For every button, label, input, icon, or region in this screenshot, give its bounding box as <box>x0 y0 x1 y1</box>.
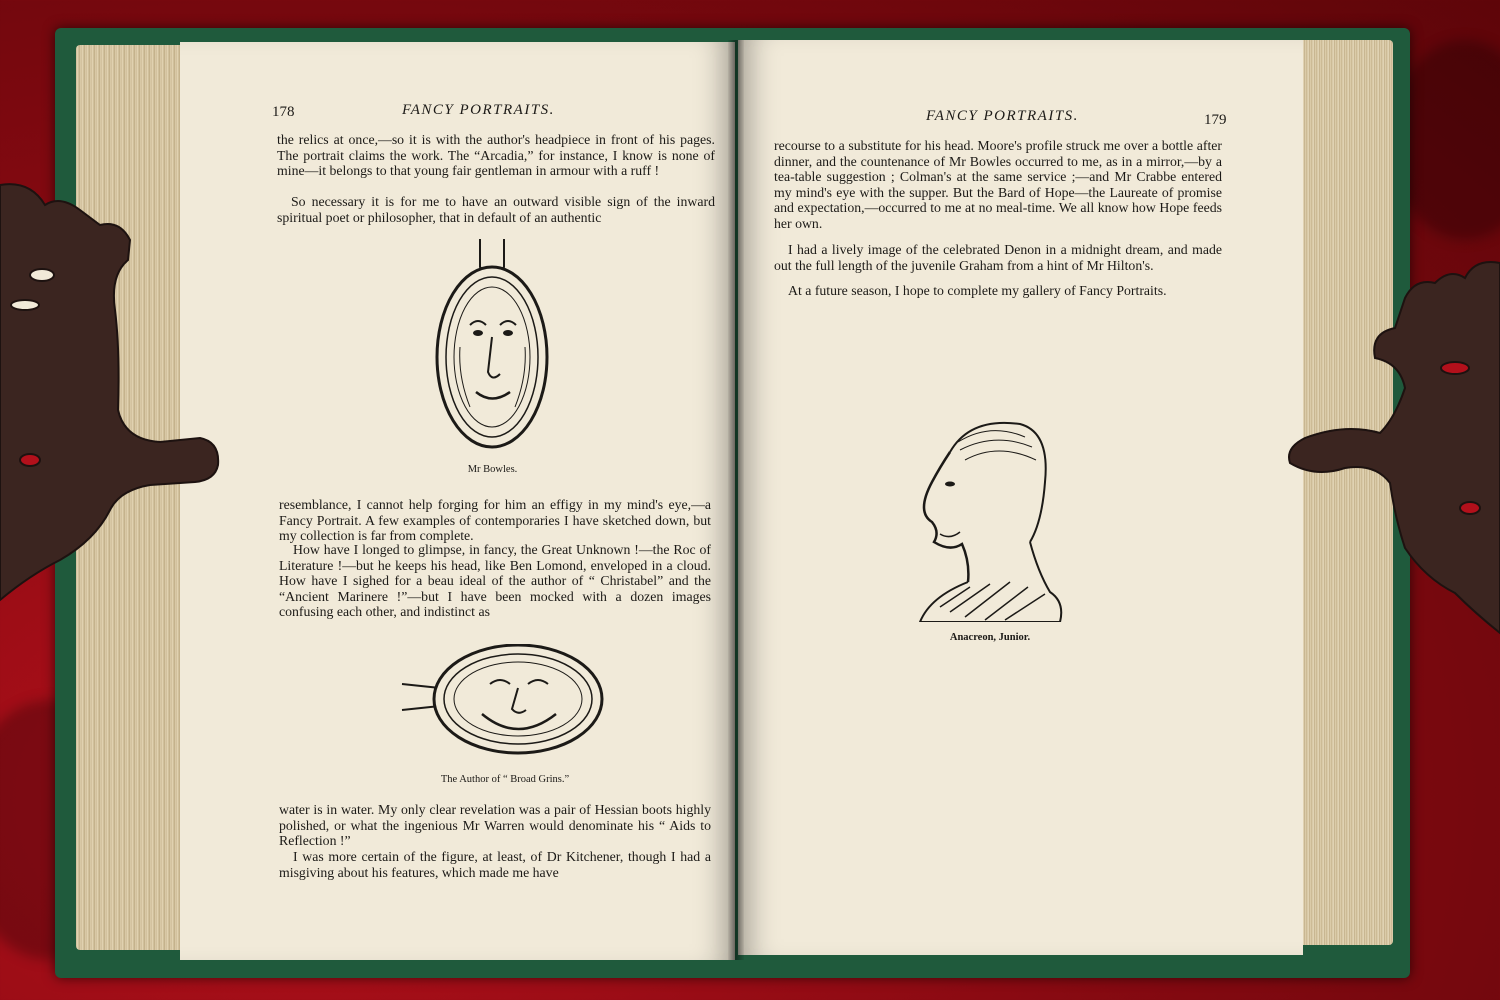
paragraph: water is in water. My only clear revelation was a pair of Hessian boots highly polished, or what the ingenious Mr Warren would denominate his “ Aids to Reflection !” <box>279 802 711 848</box>
paragraph: resemblance, I cannot help forging for him an effigy in my mind's eye,—a Fancy Portrait. A few examples of contemporaries I have sketched down, but my collection is far from complete. <box>279 497 711 543</box>
paragraph: I was more certain of the figure, at least, of Dr Kitchener, though I had a misgiving about his features, which made me have <box>279 849 711 880</box>
paragraph: At a future season, I hope to complete my gallery of Fancy Portraits. <box>788 283 1167 298</box>
book-gutter <box>728 40 744 960</box>
running-head: FANCY PORTRAITS. <box>402 102 555 118</box>
running-head: FANCY PORTRAITS. <box>926 108 1079 124</box>
paragraph: How have I longed to glimpse, in fancy, the Great Unknown !—the Roc of Literature !—but he keeps his head, like Ben Lomond, enveloped in a cloud. How have I sighed for a beau ideal of the author of “ Christabel” and the “Ancient Marinere !”—but I have been mocked with a dozen images confusing each other, and indistinct as <box>279 542 711 619</box>
paragraph: the relics at once,—so it is with the author's headpiece in front of his pages. The portrait claims the work. The “Arcadia,” for instance, I know is none of mine—it belongs to that young fair gentleman in armour with a ruff ! <box>277 132 715 178</box>
right-page <box>738 40 1303 955</box>
left-page <box>180 42 735 960</box>
page-number: 178 <box>272 104 295 120</box>
broad-grins-spoon-illustration <box>400 644 605 769</box>
mr-bowles-spoon-illustration <box>430 237 555 462</box>
caption-anacreon-junior: Anacreon, Junior. <box>949 632 1031 643</box>
anacreon-junior-illustration <box>910 412 1070 622</box>
caption-broad-grins: The Author of “ Broad Grins.” <box>440 774 570 785</box>
paragraph: I had a lively image of the celebrated Denon in a midnight dream, and made out the full length of the juvenile Graham from a hint of Mr Hilton's. <box>774 242 1222 273</box>
paragraph: So necessary it is for me to have an outward visible sign of the inward spiritual poet or philosopher, that in default of an authentic <box>277 194 715 225</box>
right-page-holder-stand <box>1285 258 1500 638</box>
caption-mr-bowles: Mr Bowles. <box>467 464 518 475</box>
page-number: 179 <box>1204 112 1227 128</box>
paragraph: recourse to a substitute for his head. Moore's profile struck me over a bottle after dinner, and the countenance of Mr Bowles occurred to me, as in a mirror,—by a tea-table suggestion ; Colman's at the same service ;—and Mr Crabbe entered my mind's eye with the supper. But the Bard of Hope—the Laureate of promise and expectation,—occurred to me at no meal-time. We all know how Hope feeds her own. <box>774 138 1222 231</box>
left-page-holder-stand <box>0 180 225 620</box>
